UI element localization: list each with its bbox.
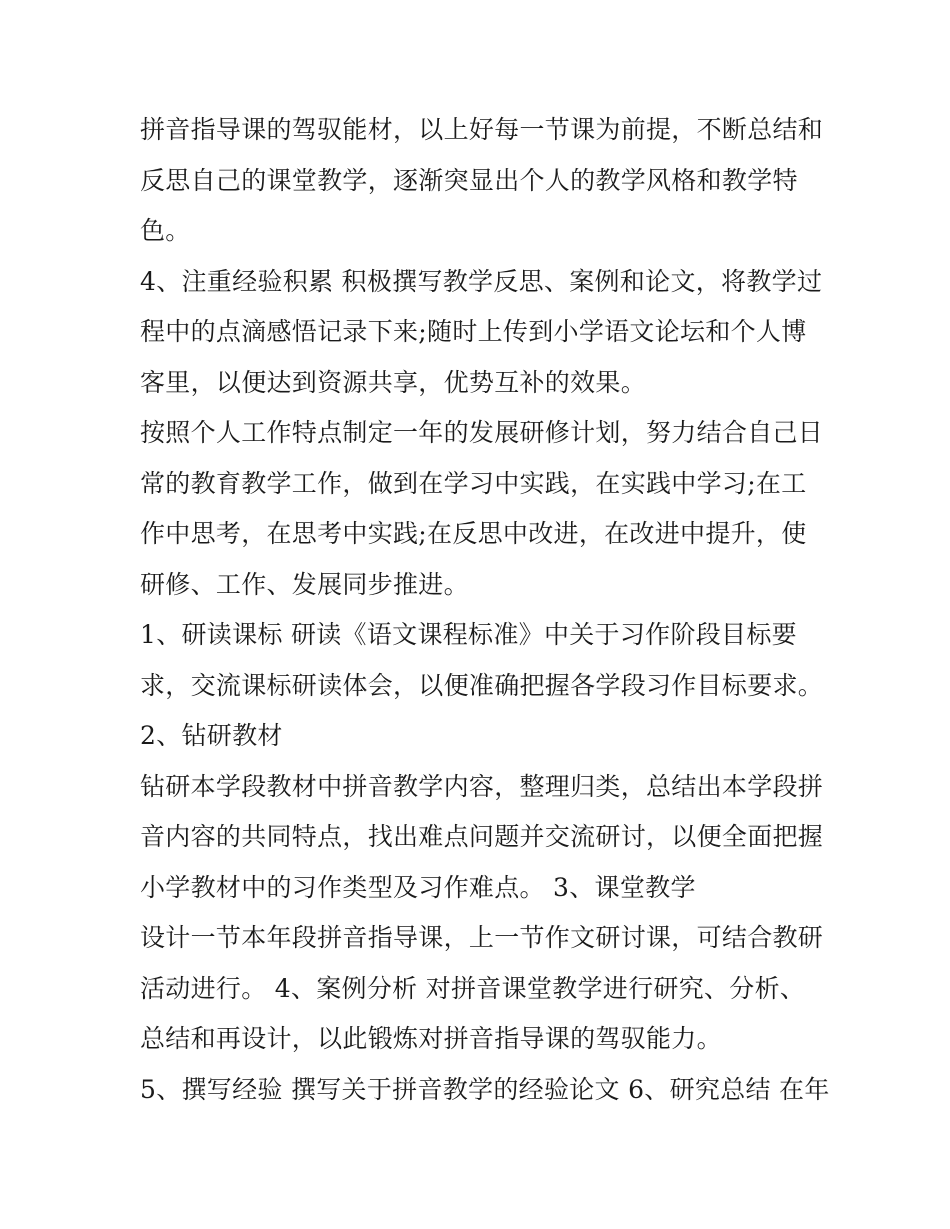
- text-line: 作中思考，在思考中实践;在反思中改进，在改进中提升，使: [140, 519, 807, 548]
- text-line: 5、撰写经验 撰写关于拼音教学的经验论文 6、研究总结 在年: [140, 1075, 830, 1104]
- text-line: 常的教育教学工作，做到在学习中实践，在实践中学习;在工: [140, 469, 807, 498]
- text-line: 2、钻研教材: [140, 721, 283, 750]
- text-line: 研修、工作、发展同步推进。: [140, 570, 469, 599]
- text-line: 拼音指导课的驾驭能材，以上好每一节课为前提，不断总结和: [140, 115, 824, 144]
- text-line: 色。: [140, 216, 191, 245]
- text-line: 求，交流课标研读体会，以便准确把握各学段习作目标要求。: [140, 671, 824, 700]
- text-line: 客里，以便达到资源共享，优势互补的效果。: [140, 368, 647, 397]
- text-line: 设计一节本年段拼音指导课，上一节作文研讨课，可结合教研: [140, 923, 824, 952]
- text-line: 按照个人工作特点制定一年的发展研修计划，努力结合自己日: [140, 418, 824, 447]
- text-line: 总结和再设计，以此锻炼对拼音指导课的驾驭能力。: [140, 1024, 722, 1053]
- text-line: 小学教材中的习作类型及习作难点。 3、课堂教学: [140, 873, 696, 902]
- text-line: 钻研本学段教材中拼音教学内容，整理归类，总结出本学段拼: [140, 772, 824, 801]
- text-line: 反思自己的课堂教学，逐渐突显出个人的教学风格和教学特: [140, 166, 798, 195]
- text-line: 1、研读课标 研读《语文课程标准》中关于习作阶段目标要: [140, 620, 797, 649]
- text-line: 程中的点滴感悟记录下来;随时上传到小学语文论坛和个人博: [140, 317, 807, 346]
- text-line: 活动进行。 4、案例分析 对拼音课堂教学进行研究、分析、: [140, 974, 806, 1003]
- text-line: 音内容的共同特点，找出难点问题并交流研讨，以便全面把握: [140, 822, 824, 851]
- text-line: 4、注重经验积累 积极撰写教学反思、案例和论文，将教学过: [140, 267, 823, 296]
